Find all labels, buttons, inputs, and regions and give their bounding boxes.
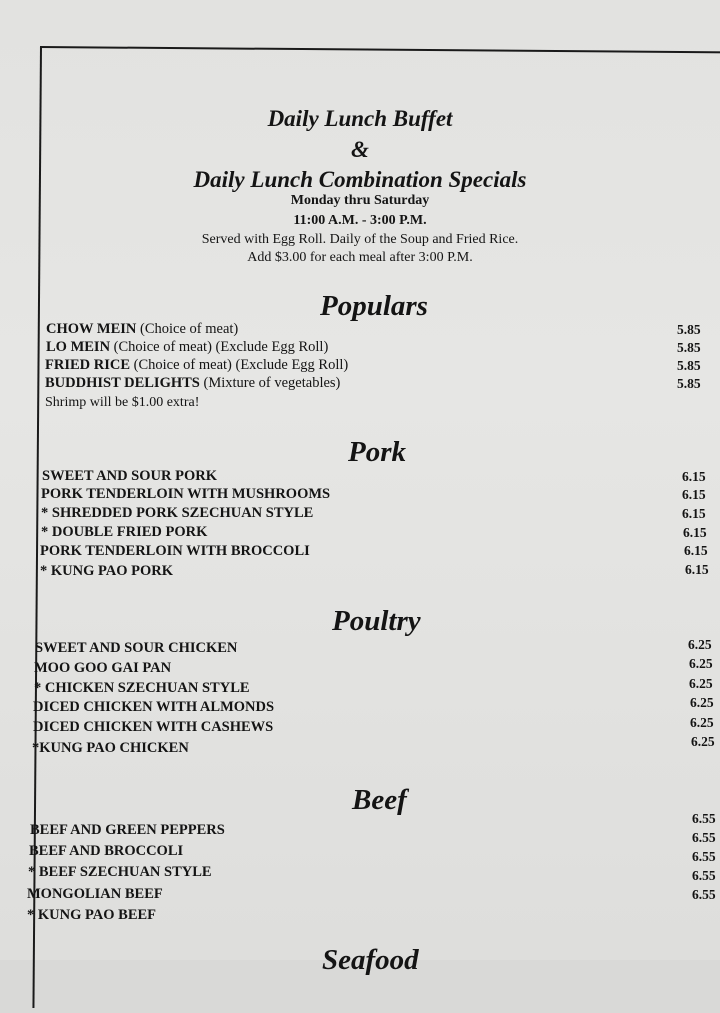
item-price: 6.15 [685,562,709,577]
item-name: FRIED RICE [45,357,130,373]
item-price: 5.85 [677,340,701,355]
item-name: MOO GOO GAI PAN [34,660,172,676]
menu-item [33,719,273,736]
menu-item [33,699,274,716]
item-price: 6.15 [682,487,706,502]
item-name: BUDDHIST DELIGHTS [45,375,200,391]
after-hours-note: Add $3.00 for each meal after 3:00 P.M. [247,250,473,265]
item-price: 6.55 [692,868,716,883]
item-price: 6.25 [689,656,713,671]
buffet-title: Daily Lunch Buffet [267,106,453,131]
menu-item [35,640,237,657]
item-name: PORK TENDERLOIN WITH BROCCOLI [40,543,310,559]
item-price: 6.25 [690,695,714,710]
section-title-seafood: Seafood [322,944,419,976]
menu-item [30,822,225,839]
item-name: CHOW MEIN [46,321,137,337]
menu-item [46,321,238,338]
menu-item [46,339,328,356]
item-price: 6.55 [692,830,716,845]
menu-item [34,680,250,697]
item-name: *KUNG PAO CHICKEN [32,740,189,756]
ampersand: & [351,137,369,162]
menu-item [27,886,163,903]
item-name: * SHREDDED PORK SZECHUAN STYLE [41,505,314,521]
item-price: 6.25 [689,676,713,691]
menu-item [42,468,217,485]
menu-item [41,524,207,541]
item-desc: (Choice of meat) (Exclude Egg Roll) [130,357,349,373]
item-price: 6.55 [692,887,716,902]
item-price: 5.85 [677,376,701,391]
combination-title: Daily Lunch Combination Specials [193,167,527,192]
item-name: * KUNG PAO BEEF [27,907,157,923]
section-title-populars: Populars [320,290,428,322]
hours-text: 11:00 A.M. - 3:00 P.M. [293,213,427,228]
item-desc: (Choice of meat) [136,321,239,337]
section-title-beef: Beef [352,784,407,816]
item-name: * CHICKEN SZECHUAN STYLE [34,680,250,696]
item-name: PORK TENDERLOIN WITH MUSHROOMS [41,486,331,502]
served-with-note: Served with Egg Roll. Daily of the Soup and Fried Rice. [201,232,519,247]
item-price: 5.85 [677,358,701,373]
item-price: 6.25 [688,637,712,652]
item-desc: (Mixture of vegetables) [199,375,341,391]
item-price: 6.15 [683,525,707,540]
item-price: 6.55 [692,849,716,864]
item-price: 6.15 [684,543,708,558]
item-name: MONGOLIAN BEEF [27,886,163,902]
item-name: DICED CHICKEN WITH CASHEWS [33,719,274,735]
item-price: 6.15 [682,469,706,484]
item-name: * KUNG PAO PORK [40,563,174,579]
item-name: SWEET AND SOUR CHICKEN [35,640,238,656]
item-name: BEEF AND BROCCOLI [29,843,184,859]
menu-item [28,864,212,881]
item-price: 6.15 [682,506,706,521]
item-name: * BEEF SZECHUAN STYLE [28,864,212,880]
menu-item [32,740,189,757]
item-name: SWEET AND SOUR PORK [42,468,217,484]
menu-item [34,660,171,677]
item-name: * DOUBLE FRIED PORK [41,524,208,540]
item-price: 6.25 [691,734,715,749]
section-title-pork: Pork [348,436,406,468]
item-name: DICED CHICKEN WITH ALMONDS [33,699,275,715]
shrimp-note: Shrimp will be $1.00 extra! [45,395,200,410]
menu-item [45,357,348,374]
menu-item [40,543,310,560]
days-text: Monday thru Saturday [290,193,430,208]
item-price: 6.25 [690,715,714,730]
section-title-poultry: Poultry [332,605,421,637]
menu-item [27,907,156,924]
item-name: BEEF AND GREEN PEPPERS [30,822,225,838]
menu-item [41,505,313,522]
item-desc: (Choice of meat) (Exclude Egg Roll) [110,339,329,355]
item-price: 6.55 [692,811,716,826]
menu-item [45,375,340,392]
menu-item [41,486,330,503]
menu-item [29,843,183,860]
item-name: LO MEIN [46,339,111,355]
item-price: 5.85 [677,322,701,337]
menu-item [40,563,173,580]
